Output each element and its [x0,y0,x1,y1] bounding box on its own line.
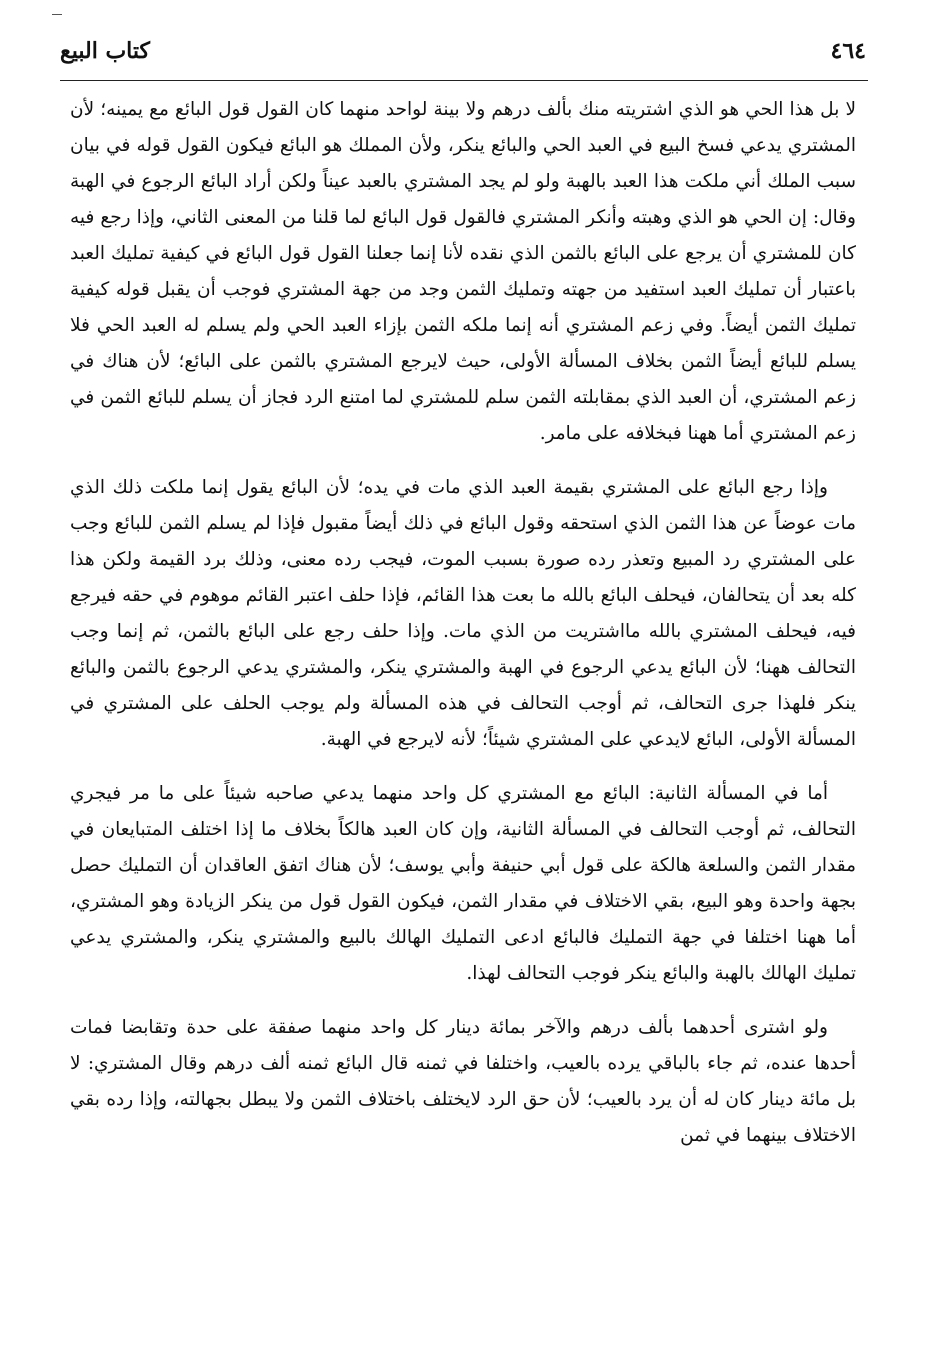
paragraph-2: وإذا رجع البائع على المشتري بقيمة العبد الذي مات في يده؛ لأن البائع يقول إنما ملكت ذلك الذي مات عوضاً عن هذا الثمن الذي استحقه وقول البائع في ذلك أيضاً مقبول فإذا لم يسلم الثمن للبائع وجب على المشتري رد المبيع وتعذر رده صورة بسبب الموت، فيجب رده معنى، وذلك برد القيمة ولكن هذا كله بعد أن يتحالفان، فيحلف البائع بالله ما بعت هذا القائم، فإذا حلف اعتبر القائم موهوم في حقه فيرجع فيه، فيحلف المشتري بالله مااشتريت من الذي مات. وإذا حلف رجع على البائع بالثمن، ثم إنما وجب التحالف ههنا؛ لأن البائع يدعي الرجوع في الهبة والمشتري ينكر، والمشتري يدعي الرجوع بالثمن والبائع ينكر فلهذا جرى التحالف، ثم أوجب التحالف في هذه المسألة ولم يوجب الحلف على المشتري في المسألة الأولى، البائع لايدعي على المشتري شيئاً؛ لأنه لايرجع في الهبة. [70,477,856,750]
corner-mark [52,14,62,15]
paragraph-3: أما في المسألة الثانية: البائع مع المشتري كل واحد منهما يدعي صاحبه شيئاً على ما مر فيجري التحالف، ثم أوجب التحالف في المسألة الثانية، وإن كان العبد هالكاً بخلاف ما إذا اختلف المتبايعان في مقدار الثمن والسلعة هالكة على قول أبي حنيفة وأبي يوسف؛ لأن هناك اتفق العاقدان أن التمليك حصل بجهة واحدة وهو البيع، بقي الاختلاف في مقدار الثمن، فيكون القول قول من ينكر الزيادة وهو المشتري، أما ههنا اختلفا في جهة التمليك فالبائع ادعى التمليك الهالك بالبيع والمشتري ينكر، والمشتري يدعي تمليك الهالك بالهبة والبائع ينكر فوجب التحالف لهذا. [70,783,856,984]
header-divider [60,80,868,81]
page-header [60,38,866,78]
paragraph-4: ولو اشترى أحدهما بألف درهم والآخر بمائة دينار كل واحد منهما صفقة على حدة وتقابضا فمات أحدها عنده، ثم جاء بالباقي يرده بالعيب، واختلفا في ثمنه قال البائع ثمنه ألف درهم وقال المشتري: لا بل مائة دينار كان له أن يرد بالعيب؛ لأن حق الرد لايختلف باختلاف الثمن ولا يبطل بجهالته، وإذا رده بقي الاختلاف بينهما في ثمن [70,1017,856,1146]
body-text [70,92,856,1172]
page-number: ٤٦٤ [830,38,866,64]
paragraph-1: لا بل هذا الحي هو الذي اشتريته منك بألف درهم ولا بينة لواحد منهما كان القول قول البائع مع يمينه؛ لأن المشتري يدعي فسخ البيع في العبد الحي والبائع ينكر، ولأن المملك هو البائع فيكون القول قوله في بيان سبب الملك أني ملكت هذا العبد بالهبة ولو لم يجد المشتري بالعبد عيناً ولكن أراد البائع الرجوع في الهبة وقال: إن الحي هو الذي وهبته وأنكر المشتري فالقول قول البائع لما قلنا من المعنى الثاني، وإذا رجع فيه كان للمشتري أن يرجع على البائع بالثمن الذي نقده لأنا إنما جعلنا القول قول البائع في كيفية تمليك العبد باعتبار أن تمليك العبد استفيد من جهته وتمليك الثمن وجد من جهة المشتري فوجب أن يقبل قوله كيفية تمليك الثمن أيضاً. وفي زعم المشتري أنه إنما ملكه الثمن بإزاء العبد الحي ولم يسلم له العبد الحي فلا يسلم للبائع أيضاً الثمن بخلاف المسألة الأولى، حيث لايرجع المشتري بالثمن على البائع؛ لأن هناك في زعم المشتري، أن العبد الذي بمقابلته الثمن سلم للمشتري لما امتنع الرد فجاز أن يسلم للبائع الثمن في زعم المشتري أما ههنا فبخلافه على مامر. [70,99,856,444]
book-title: كتاب البيع [60,38,150,64]
